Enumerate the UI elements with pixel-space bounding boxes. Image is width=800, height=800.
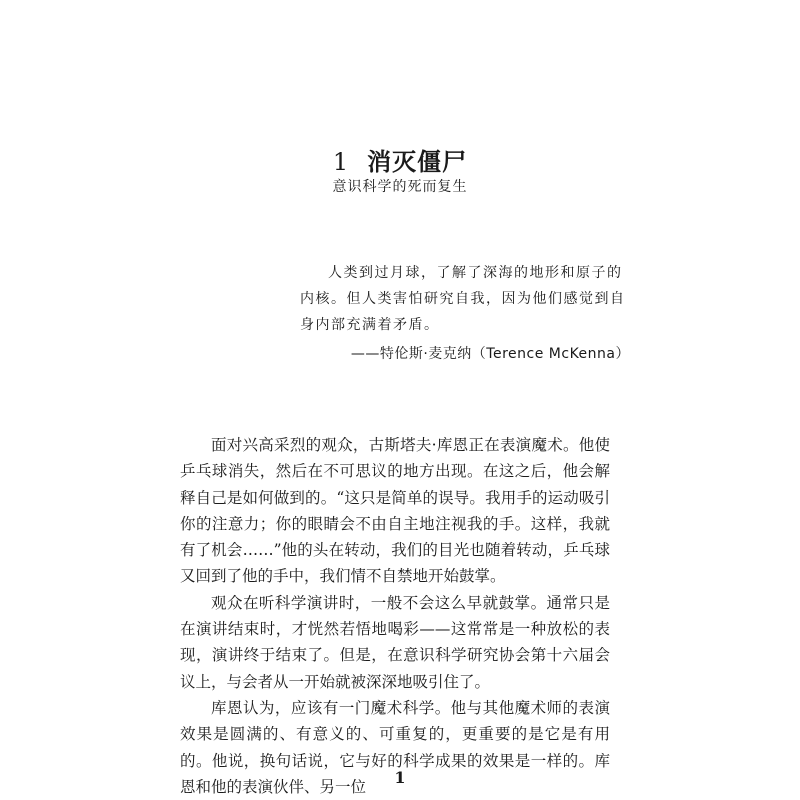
chapter-heading xyxy=(0,142,800,177)
epigraph-attribution: ——特伦斯·麦克纳（Terence McKenna） xyxy=(350,346,630,362)
chapter-number: 1 xyxy=(332,148,350,176)
epigraph xyxy=(300,260,630,367)
body-text xyxy=(180,432,610,800)
body-paragraph: 面对兴高采烈的观众，古斯塔夫·库恩正在表演魔术。他使乒乓球消失，然后在不可思议的地方出现。在这之后，他会解释自己是如何做到的。“这只是简单的误导。我用手的运动吸引你的注意力；你的眼睛会不由自主地注视我的手。这样，我就有了机会……”他的头在转动，我们的目光也随着转动，乒乓球又回到了他的手中，我们情不自禁地开始鼓掌。 xyxy=(180,436,610,586)
page-number: 1 xyxy=(394,768,406,787)
chapter-subtitle: 意识科学的死而复生 xyxy=(332,179,468,195)
body-paragraph: 库恩认为，应该有一门魔术科学。他与其他魔术师的表演效果是圆满的、有意义的、可重复的，更重要的是它是有用的。他说，换句话说，它与好的科学成果的效果是一样的。库恩和他的表演伙伴、另一位 xyxy=(180,698,610,796)
epigraph-text: 人类到过月球，了解了深海的地形和原子的内核。但人类害怕研究自我，因为他们感觉到自身内部充满着矛盾。 xyxy=(300,265,626,333)
chapter-title: 消灭僵尸 xyxy=(367,147,468,176)
body-paragraph: 观众在听科学演讲时，一般不会这么早就鼓掌。通常只是在演讲结束时，才恍然若悟地喝彩——这常常是一种放松的表现，演讲终于结束了。但是，在意识科学研究协会第十六届会议上，与会者从一开始就被深深地吸引住了。 xyxy=(180,593,610,691)
